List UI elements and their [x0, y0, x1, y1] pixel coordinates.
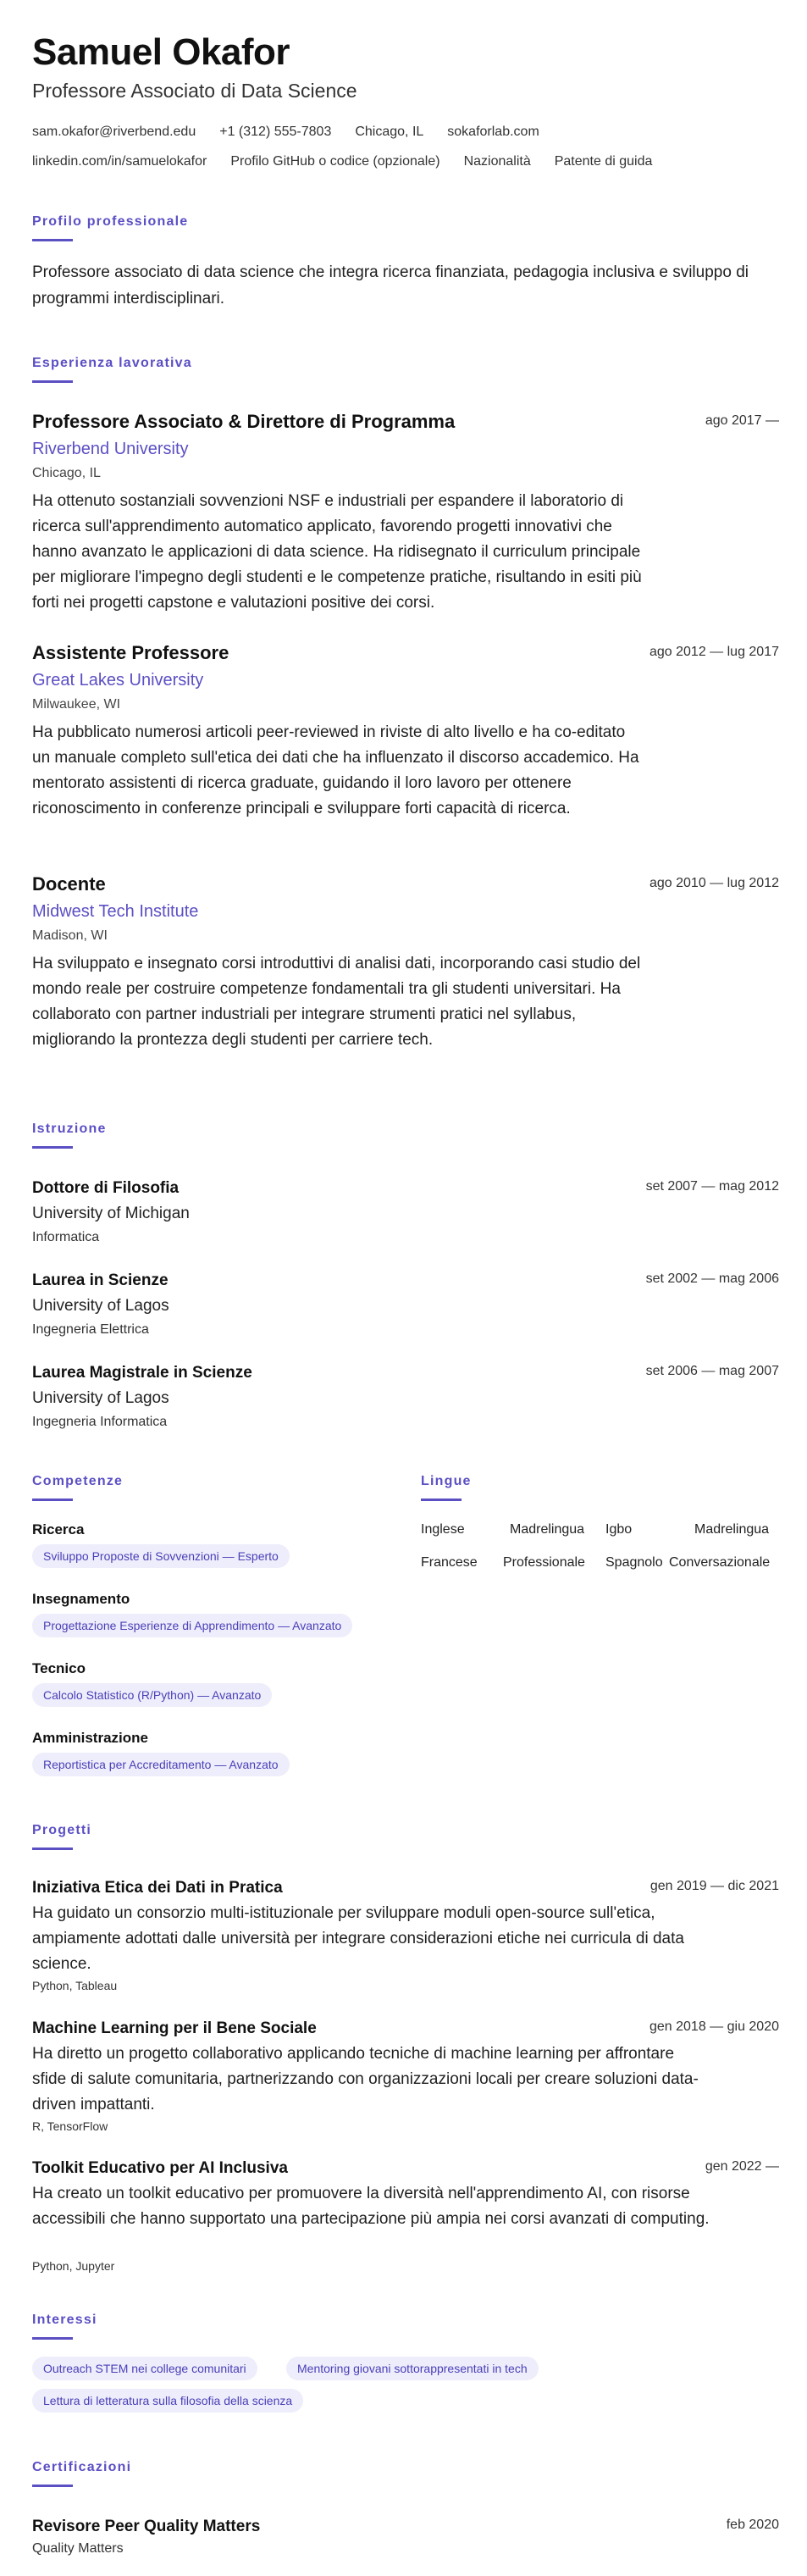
job-location: Milwaukee, WI	[32, 697, 121, 712]
job-description: Ha sviluppato e insegnato corsi introduttivi di analisi dati, incorporando casi studio del mondo reale per costruire competenze fondamentali tra gli studenti universitari. Ha collaborato con partner industriali per integrare strumenti pratici nel syllabus, migliorando la prontezza degli studenti per carriere tech.	[32, 955, 641, 1049]
education-school: University of Michigan	[32, 1205, 190, 1222]
candidate-title: Professore Associato di Data Science	[32, 80, 357, 102]
section-rule	[32, 2337, 73, 2340]
skill-category: Tecnico	[32, 1660, 86, 1676]
section-rule	[32, 380, 73, 383]
project-name: Toolkit Educativo per AI Inclusiva	[32, 2159, 288, 2177]
candidate-name: Samuel Okafor	[32, 31, 290, 73]
job-date: ago 2017 —	[705, 413, 779, 428]
section-title-profile: Profilo professionale	[32, 214, 189, 229]
section-rule	[32, 239, 73, 241]
education-date: set 2007 — mag 2012	[645, 1179, 779, 1194]
skill-category: Amministrazione	[32, 1730, 148, 1746]
profile-summary: Professore associato di data science che integra ricerca finanziata, pedagogia inclusiva e sviluppo di programmi interdisciplinari.	[32, 263, 749, 307]
education-field: Ingegneria Elettrica	[32, 1322, 149, 1337]
job-organization: Midwest Tech Institute	[32, 902, 199, 921]
education-item	[32, 1177, 779, 1254]
project-description: Ha diretto un progetto collaborativo applicando tecniche di machine learning per affrontare sfide di salute comunitaria, partnerizzando con organizzazioni locali per creare soluzioni data-driven impattanti.	[32, 2045, 699, 2113]
language-name: Spagnolo	[605, 1555, 663, 1570]
project-tech: Python, Tableau	[32, 1979, 118, 1992]
job-role: Professore Associato & Direttore di Programma	[32, 411, 456, 432]
section-title-skills: Competenze	[32, 1474, 124, 1488]
certification-name: Revisore Peer Quality Matters	[32, 2518, 261, 2535]
project-name: Machine Learning per il Bene Sociale	[32, 2019, 317, 2037]
section-rule	[32, 2485, 73, 2487]
education-school: University of Lagos	[32, 1389, 169, 1407]
job-role: Assistente Professore	[32, 642, 229, 663]
section-title-projects: Progetti	[32, 1823, 92, 1837]
project-date: gen 2018 — giu 2020	[649, 2019, 779, 2034]
job-date: ago 2010 — lug 2012	[649, 876, 779, 890]
section-title-interests: Interessi	[32, 2313, 97, 2327]
job-date: ago 2012 — lug 2017	[649, 645, 779, 659]
section-rule	[421, 1499, 462, 1501]
education-degree: Laurea Magistrale in Scienze	[32, 1364, 252, 1382]
section-title-experience: Esperienza lavorativa	[32, 356, 192, 370]
project-tech: R, TensorFlow	[32, 2119, 108, 2133]
certification-date: feb 2020	[726, 2518, 779, 2532]
contact-phone[interactable]: +1 (312) 555-7803	[219, 125, 332, 139]
job-organization: Riverbend University	[32, 440, 189, 458]
education-degree: Dottore di Filosofia	[32, 1179, 180, 1197]
education-item	[32, 1270, 779, 1346]
contact-linkedin[interactable]: linkedin.com/in/samuelokafor	[32, 154, 207, 169]
job-description: Ha pubblicato numerosi articoli peer-reviewed in riviste di alto livello e ha co-editato un manuale completo sull'etica dei dati che ha influenzato il discorso accademico. Ha mentorato assistenti di ricerca graduate, guidando il loro lavoro per ottenere riconoscimento in conferenze principali e sviluppare forti capacità di ricerca.	[32, 723, 639, 817]
skill-chip: Sviluppo Proposte di Sovvenzioni — Esperto	[32, 1544, 290, 1568]
language-level: Professionale	[503, 1555, 585, 1570]
language-level: Madrelingua	[694, 1522, 770, 1537]
project-description: Ha creato un toolkit educativo per promuovere la diversità nell'apprendimento AI, con risorse accessibili che hanno supportato una partecipazione più ampia nei corsi avanzati di computing.	[32, 2185, 710, 2228]
job-location: Chicago, IL	[32, 466, 101, 480]
skill-chip: Calcolo Statistico (R/Python) — Avanzato	[32, 1683, 272, 1707]
language-level: Conversazionale	[669, 1555, 771, 1570]
contact-email[interactable]: sam.okafor@riverbend.edu	[32, 125, 196, 139]
education-date: set 2006 — mag 2007	[645, 1364, 779, 1378]
contact-website[interactable]: sokaforlab.com	[447, 125, 539, 139]
project-date: gen 2019 — dic 2021	[649, 1879, 779, 1893]
education-field: Informatica	[32, 1230, 100, 1244]
language-level: Madrelingua	[510, 1522, 585, 1537]
project-date: gen 2022 —	[705, 2159, 779, 2174]
skill-chip: Progettazione Esperienze di Apprendimento — Avanzato	[32, 1614, 352, 1637]
certification-issuer: Quality Matters	[32, 2541, 124, 2556]
project-description: Ha guidato un consorzio multi-istituzionale per sviluppare moduli open-source sull'etica, ampiamente adottati dalle università per integrare considerazioni etiche nei curricula di data science.	[32, 1904, 684, 1973]
contact-github[interactable]: Profilo GitHub o codice (opzionale)	[230, 154, 440, 169]
job-description: Ha ottenuto sostanziali sovvenzioni NSF e industriali per espandere il laboratorio di ricerca sull'apprendimento automatico applicato, favorendo progetti innovativi che hanno avanzato le applicazioni di data science. Ha ridisegnato il curriculum principale per migliorare l'impegno degli studenti e le competenze pratiche, risultando in esiti più forti nei progetti capstone e valutazioni positive dei corsi.	[32, 492, 642, 612]
skill-category: Ricerca	[32, 1521, 85, 1537]
education-field: Ingegneria Informatica	[32, 1415, 168, 1429]
interest-chip: Mentoring giovani sottorappresentati in tech	[286, 2357, 539, 2380]
skill-category: Insegnamento	[32, 1591, 130, 1607]
contact-row-secondary	[32, 152, 652, 171]
interest-chip: Lettura di letteratura sulla filosofia della scienza	[32, 2389, 303, 2413]
language-name: Igbo	[605, 1522, 633, 1537]
section-rule	[32, 1499, 73, 1501]
section-title-certifications: Certificazioni	[32, 2460, 132, 2474]
section-title-education: Istruzione	[32, 1122, 107, 1136]
interest-chip: Outreach STEM nei college comunitari	[32, 2357, 257, 2380]
job-role: Docente	[32, 873, 106, 895]
language-name: Francese	[421, 1555, 478, 1570]
project-tech: Python, Jupyter	[32, 2259, 115, 2273]
education-date: set 2002 — mag 2006	[645, 1271, 779, 1286]
section-rule	[32, 1146, 73, 1149]
education-school: University of Lagos	[32, 1297, 169, 1315]
project-name: Iniziativa Etica dei Dati in Pratica	[32, 1879, 283, 1897]
language-name: Inglese	[421, 1522, 465, 1537]
education-degree: Laurea in Scienze	[32, 1271, 169, 1289]
skill-chip: Reportistica per Accreditamento — Avanzato	[32, 1753, 290, 1776]
job-location: Madison, WI	[32, 928, 108, 943]
contact-location: Chicago, IL	[355, 125, 424, 139]
contact-row-primary	[32, 123, 539, 141]
contact-license: Patente di guida	[554, 154, 653, 169]
section-rule	[32, 1848, 73, 1850]
section-title-languages: Lingue	[421, 1474, 472, 1488]
education-item	[32, 1362, 779, 1438]
contact-nationality: Nazionalità	[463, 154, 531, 169]
job-organization: Great Lakes University	[32, 671, 204, 690]
